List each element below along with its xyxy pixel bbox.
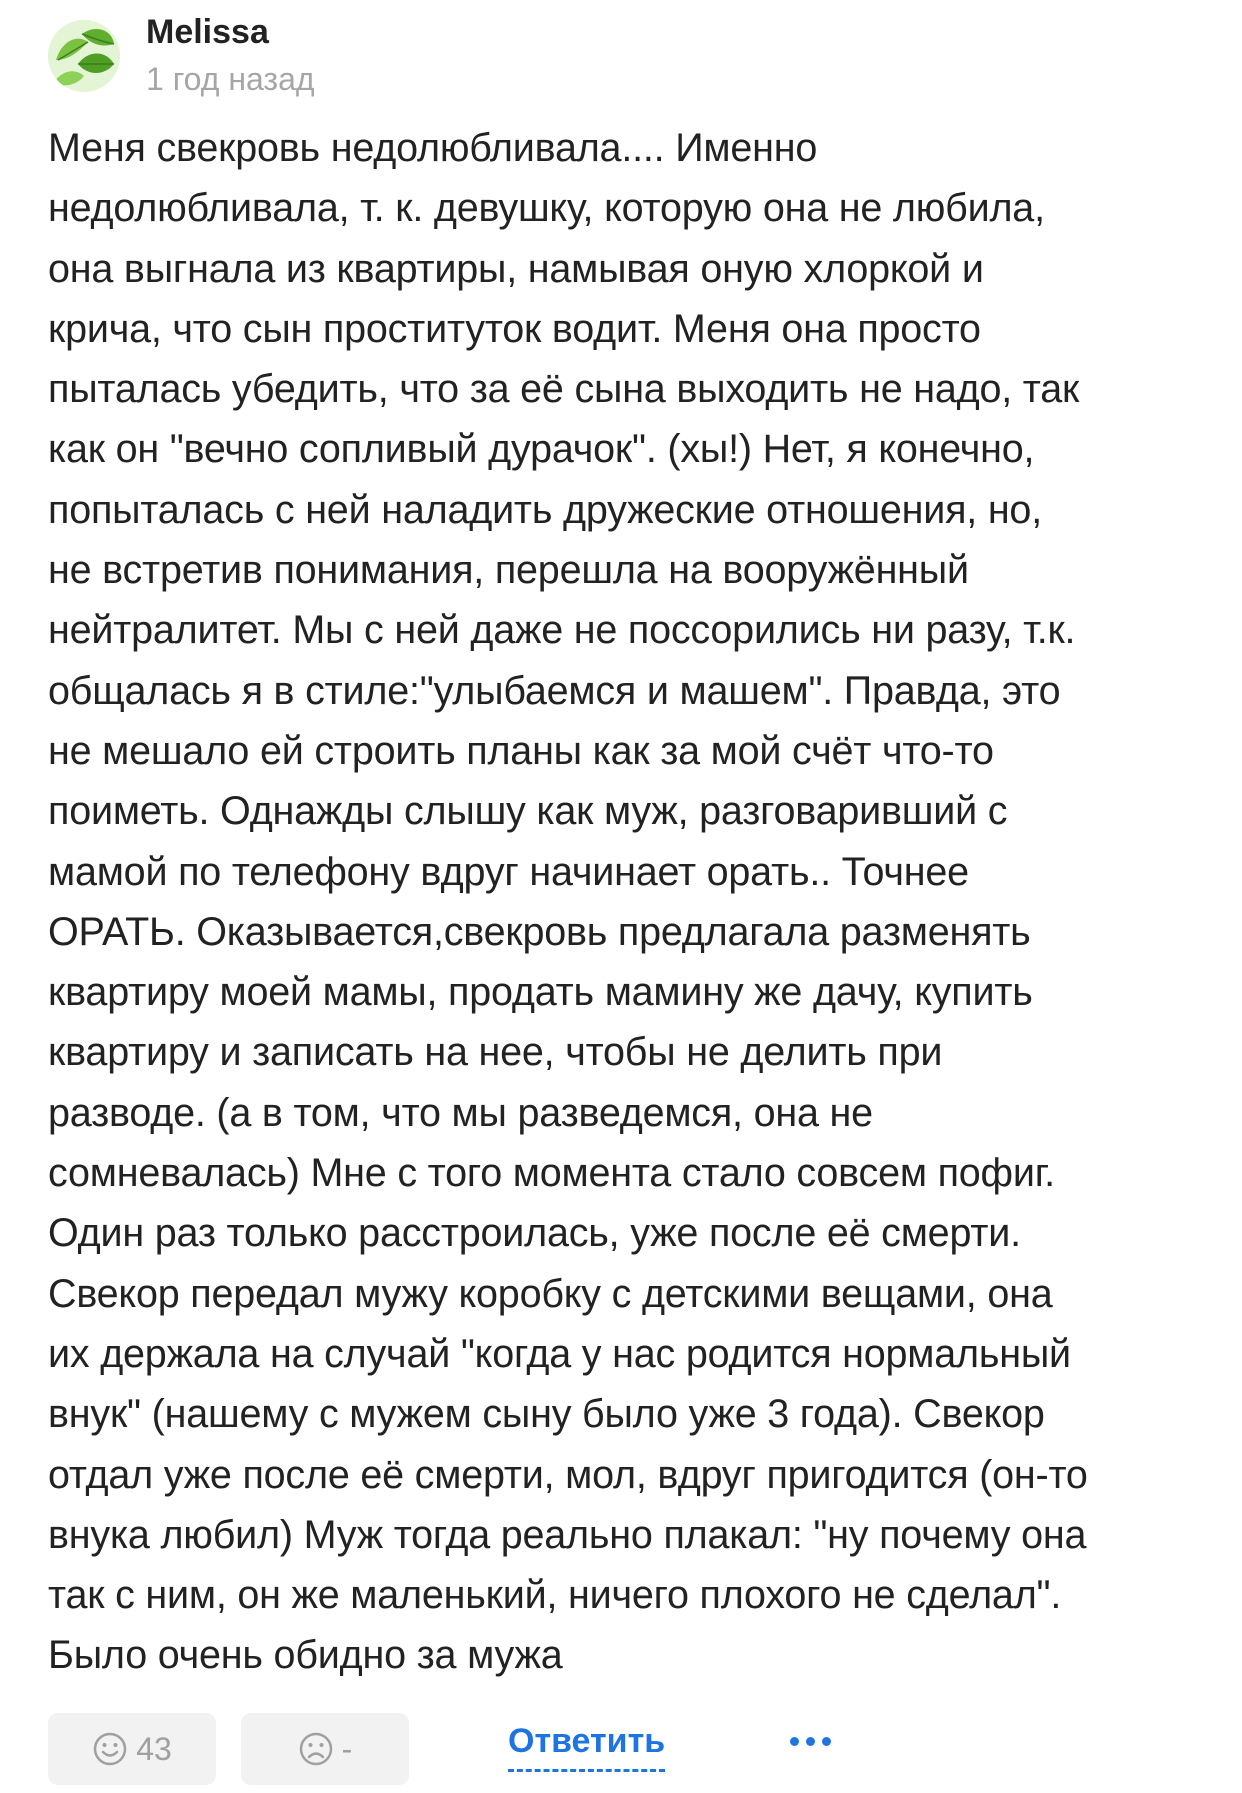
author-name[interactable]: Melissa <box>146 13 269 51</box>
sad-face-icon <box>298 1731 334 1767</box>
dislike-button[interactable] <box>241 1713 409 1785</box>
comment-timestamp: 1 год назад <box>146 61 315 97</box>
reply-button[interactable]: Ответить <box>508 1719 665 1772</box>
smile-icon <box>92 1731 128 1767</box>
avatar[interactable] <box>48 20 120 92</box>
like-button[interactable] <box>48 1713 216 1785</box>
comment-text: Меня свекровь недолюбливала.... Именно недолюбливала, т. к. девушку, которую она не любила, она выгнала из квартиры, намывая оную хлоркой и крича, что сын проституток водит. Меня она просто пыталась убедить, что за её сына выходить не надо, так как он "вечно сопливый дурачок". (хы!) Нет, я конечно, попыталась с ней наладить дружеские отношения, но, не встретив понимания, перешла на вооружённый нейтралитет. Мы с ней даже не поссорились ни разу, т.к. общалась я в стиле:"улыбаемся и машем". Правда, это не мешало ей строить планы как за мой счёт что-то поиметь. Однажды слышу как муж, разговаривший с мамой по телефону вдруг начинает орать.. Точнее ОРАТЬ. Оказывается,свекровь предлагала разменять квартиру моей мамы, продать мамину же дачу, купить квартиру и записать на нее, чтобы не делить при разводе. (а в том, что мы разведемся, она не сомневалась) Мне с того момента стало совсем пофиг. Один раз только расстроилась, уже после её смерти. Свекор передал мужу коробку с детскими вещами, она их держала на случай "когда у нас родится нормальный внук" (нашему с мужем сыну было уже 3 года). Свекор отдал уже после её смерти, мол, вдруг пригодится (он-то внука любил) Муж тогда реально плакал: "ну почему она так с ним, он же маленький, ничего плохого не сделал". Было очень обидно за мужа <box>48 126 1088 1678</box>
dislike-count: - <box>341 1730 353 1767</box>
more-dots-icon[interactable] <box>778 1721 842 1761</box>
like-count: 43 <box>136 1730 172 1767</box>
mint-leaf-icon <box>48 20 120 92</box>
comment-actions <box>48 1713 1218 1785</box>
